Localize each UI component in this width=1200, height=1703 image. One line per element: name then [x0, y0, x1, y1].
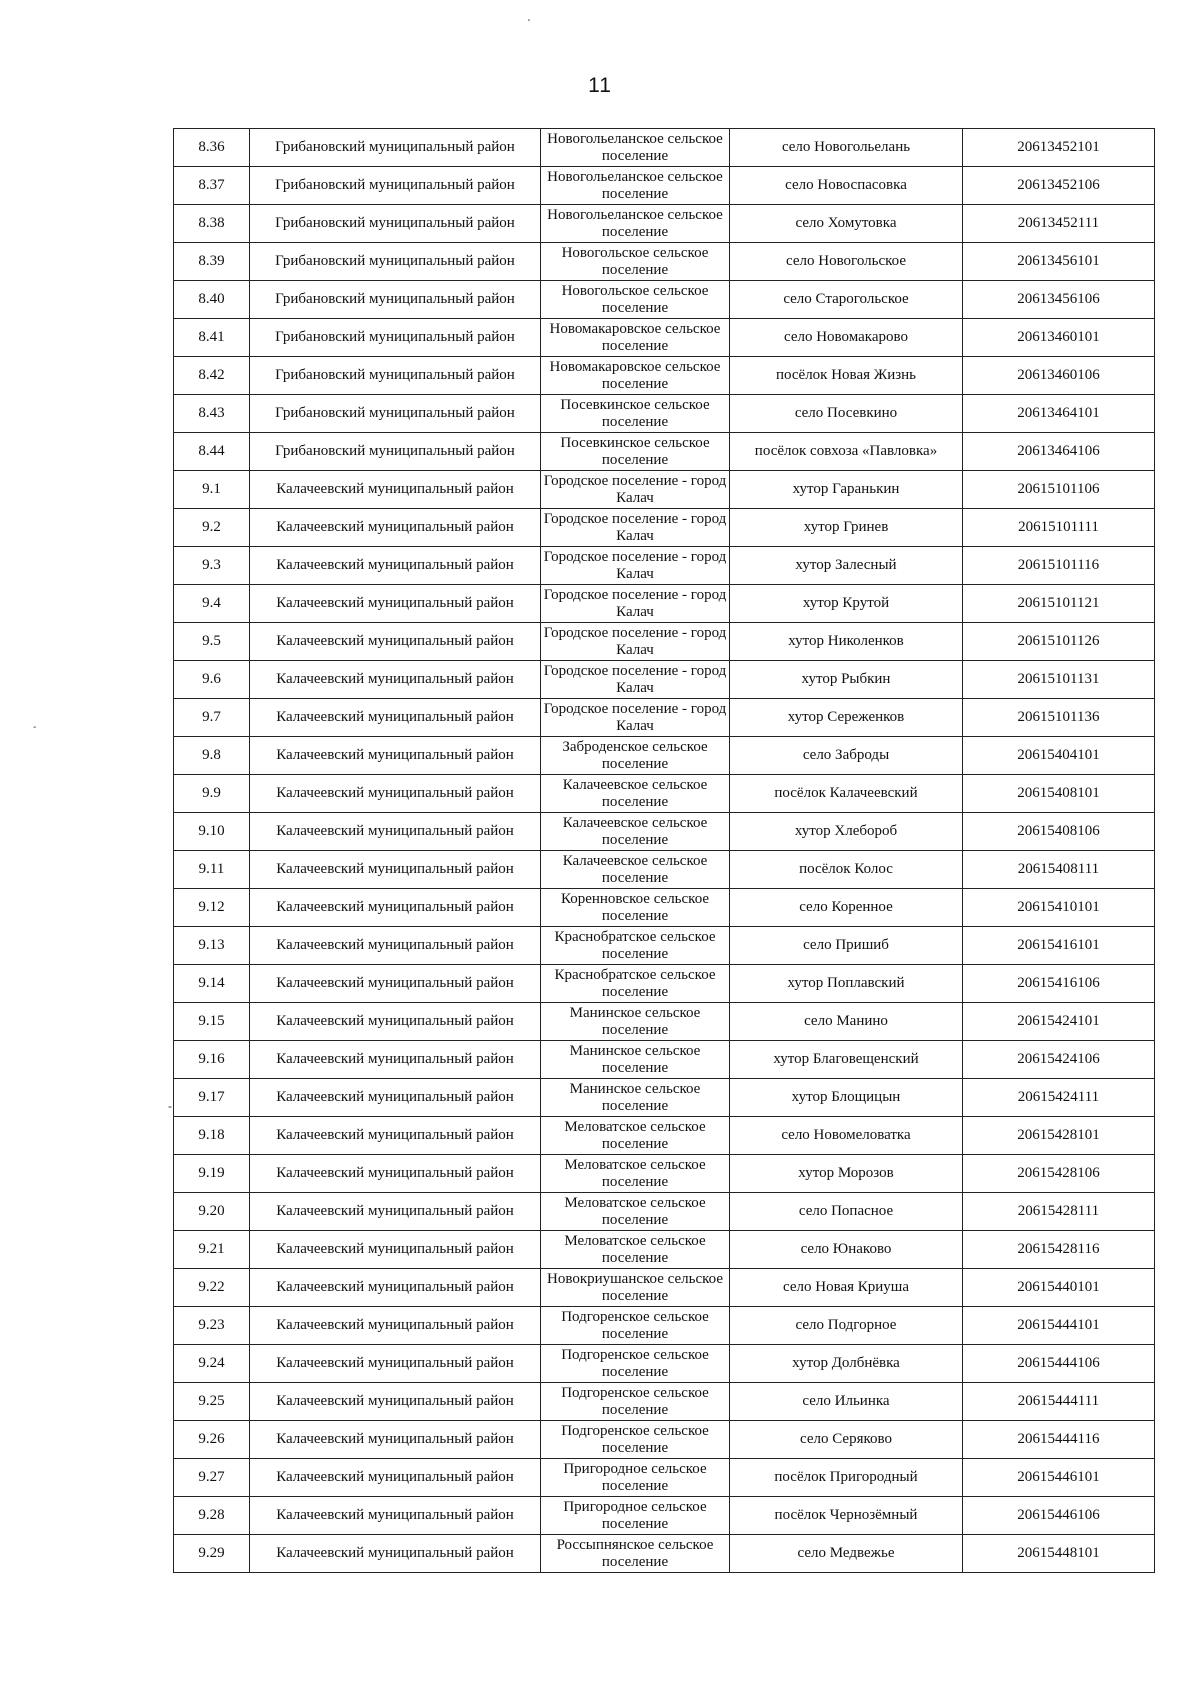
table-row — [174, 547, 1155, 585]
district-cell: Калачеевский муниципальный район — [250, 585, 541, 623]
district-cell: Калачеевский муниципальный район — [250, 1535, 541, 1573]
settlement-cell: Новогольеланское сельское поселение — [541, 205, 730, 243]
district-cell: Калачеевский муниципальный район — [250, 509, 541, 547]
table-row — [174, 623, 1155, 661]
table-row — [174, 281, 1155, 319]
oktmo-code-cell: 20615410101 — [963, 889, 1155, 927]
settlement-cell: Городское поселение - город Калач — [541, 585, 730, 623]
locality-cell: посёлок Пригородный — [730, 1459, 963, 1497]
oktmo-code-cell: 20615444116 — [963, 1421, 1155, 1459]
table-body — [174, 129, 1155, 1573]
district-cell: Грибановский муниципальный район — [250, 357, 541, 395]
district-cell: Калачеевский муниципальный район — [250, 661, 541, 699]
settlement-cell: Новокриушанское сельское поселение — [541, 1269, 730, 1307]
settlement-cell: Пригородное сельское поселение — [541, 1497, 730, 1535]
locality-cell: село Новоспасовка — [730, 167, 963, 205]
row-number: 9.10 — [174, 813, 250, 851]
district-cell: Калачеевский муниципальный район — [250, 699, 541, 737]
oktmo-code-cell: 20615424106 — [963, 1041, 1155, 1079]
table-row — [174, 585, 1155, 623]
table-row — [174, 1269, 1155, 1307]
locality-cell: хутор Крутой — [730, 585, 963, 623]
row-number: 9.9 — [174, 775, 250, 813]
district-cell: Калачеевский муниципальный район — [250, 965, 541, 1003]
district-cell: Калачеевский муниципальный район — [250, 1079, 541, 1117]
locality-cell: село Ильинка — [730, 1383, 963, 1421]
settlement-cell: Новомакаровское сельское поселение — [541, 357, 730, 395]
oktmo-code-cell: 20615101106 — [963, 471, 1155, 509]
oktmo-code-cell: 20615448101 — [963, 1535, 1155, 1573]
table-row — [174, 1345, 1155, 1383]
locality-cell: село Старогольское — [730, 281, 963, 319]
locality-cell: село Медвежье — [730, 1535, 963, 1573]
row-number: 9.8 — [174, 737, 250, 775]
settlement-cell: Городское поселение - город Калач — [541, 547, 730, 585]
oktmo-code-cell: 20615404101 — [963, 737, 1155, 775]
row-number: 8.36 — [174, 129, 250, 167]
district-cell: Калачеевский муниципальный район — [250, 775, 541, 813]
locality-cell: хутор Сереженков — [730, 699, 963, 737]
locality-cell: хутор Николенков — [730, 623, 963, 661]
locality-cell: хутор Хлебороб — [730, 813, 963, 851]
district-cell: Калачеевский муниципальный район — [250, 1383, 541, 1421]
locality-cell: село Хомутовка — [730, 205, 963, 243]
locality-cell: посёлок Новая Жизнь — [730, 357, 963, 395]
oktmo-code-cell: 20615424111 — [963, 1079, 1155, 1117]
oktmo-code-cell: 20615101136 — [963, 699, 1155, 737]
table-row — [174, 851, 1155, 889]
row-number: 9.12 — [174, 889, 250, 927]
table-row — [174, 1421, 1155, 1459]
settlement-cell: Городское поселение - город Калач — [541, 699, 730, 737]
row-number: 8.38 — [174, 205, 250, 243]
locality-cell: село Новомакарово — [730, 319, 963, 357]
district-cell: Калачеевский муниципальный район — [250, 1497, 541, 1535]
table-row — [174, 1041, 1155, 1079]
settlement-cell: Городское поселение - город Калач — [541, 661, 730, 699]
row-number: 9.25 — [174, 1383, 250, 1421]
settlement-cell: Подгоренское сельское поселение — [541, 1345, 730, 1383]
oktmo-code-cell: 20615428106 — [963, 1155, 1155, 1193]
settlement-cell: Меловатское сельское поселение — [541, 1231, 730, 1269]
district-cell: Калачеевский муниципальный район — [250, 1117, 541, 1155]
row-number: 9.23 — [174, 1307, 250, 1345]
table-row — [174, 1497, 1155, 1535]
locality-cell: село Новогольское — [730, 243, 963, 281]
settlement-cell: Пригородное сельское поселение — [541, 1459, 730, 1497]
oktmo-code-cell: 20615408101 — [963, 775, 1155, 813]
table-row — [174, 243, 1155, 281]
district-cell: Калачеевский муниципальный район — [250, 851, 541, 889]
row-number: 9.17 — [174, 1079, 250, 1117]
table-row — [174, 1117, 1155, 1155]
district-cell: Калачеевский муниципальный район — [250, 1307, 541, 1345]
table-row — [174, 1003, 1155, 1041]
row-number: 9.27 — [174, 1459, 250, 1497]
oktmo-code-cell: 20615416106 — [963, 965, 1155, 1003]
district-cell: Грибановский муниципальный район — [250, 129, 541, 167]
district-cell: Калачеевский муниципальный район — [250, 1459, 541, 1497]
locality-cell: село Пришиб — [730, 927, 963, 965]
row-number: 9.24 — [174, 1345, 250, 1383]
table-row — [174, 927, 1155, 965]
district-cell: Калачеевский муниципальный район — [250, 813, 541, 851]
settlement-cell: Новогольеланское сельское поселение — [541, 129, 730, 167]
table-row — [174, 775, 1155, 813]
locality-cell: село Юнаково — [730, 1231, 963, 1269]
table-row — [174, 1193, 1155, 1231]
district-cell: Калачеевский муниципальный район — [250, 1421, 541, 1459]
row-number: 9.20 — [174, 1193, 250, 1231]
table-row — [174, 699, 1155, 737]
district-cell: Калачеевский муниципальный район — [250, 1003, 541, 1041]
settlement-cell: Посевкинское сельское поселение — [541, 395, 730, 433]
table-row — [174, 1535, 1155, 1573]
district-cell: Грибановский муниципальный район — [250, 205, 541, 243]
row-number: 9.19 — [174, 1155, 250, 1193]
table-row — [174, 205, 1155, 243]
settlement-cell: Подгоренское сельское поселение — [541, 1383, 730, 1421]
settlement-cell: Краснобратское сельское поселение — [541, 965, 730, 1003]
table-row — [174, 1307, 1155, 1345]
row-number: 9.4 — [174, 585, 250, 623]
locality-cell: посёлок Колос — [730, 851, 963, 889]
district-cell: Калачеевский муниципальный район — [250, 737, 541, 775]
district-cell: Калачеевский муниципальный район — [250, 927, 541, 965]
settlement-cell: Меловатское сельское поселение — [541, 1155, 730, 1193]
oktmo-code-cell: 20615444111 — [963, 1383, 1155, 1421]
oktmo-code-cell: 20613464101 — [963, 395, 1155, 433]
table-row — [174, 737, 1155, 775]
row-number: 9.6 — [174, 661, 250, 699]
row-number: 9.1 — [174, 471, 250, 509]
settlement-cell: Коренновское сельское поселение — [541, 889, 730, 927]
oktmo-code-cell: 20613456106 — [963, 281, 1155, 319]
row-number: 8.43 — [174, 395, 250, 433]
settlement-cell: Меловатское сельское поселение — [541, 1193, 730, 1231]
row-number: 9.13 — [174, 927, 250, 965]
settlement-cell: Манинское сельское поселение — [541, 1079, 730, 1117]
table-row — [174, 433, 1155, 471]
row-number: 9.28 — [174, 1497, 250, 1535]
locality-cell: хутор Благовещенский — [730, 1041, 963, 1079]
settlement-cell: Городское поселение - город Калач — [541, 623, 730, 661]
locality-cell: хутор Поплавский — [730, 965, 963, 1003]
settlement-cell: Новогольское сельское поселение — [541, 281, 730, 319]
settlement-cell: Заброденское сельское поселение — [541, 737, 730, 775]
settlement-cell: Манинское сельское поселение — [541, 1003, 730, 1041]
settlement-cell: Посевкинское сельское поселение — [541, 433, 730, 471]
district-cell: Калачеевский муниципальный район — [250, 1269, 541, 1307]
row-number: 9.2 — [174, 509, 250, 547]
locality-cell: село Коренное — [730, 889, 963, 927]
district-cell: Калачеевский муниципальный район — [250, 547, 541, 585]
locality-cell: хутор Гринев — [730, 509, 963, 547]
table-row — [174, 129, 1155, 167]
table-row — [174, 813, 1155, 851]
locality-cell: хутор Морозов — [730, 1155, 963, 1193]
district-cell: Грибановский муниципальный район — [250, 319, 541, 357]
oktmo-code-cell: 20615101131 — [963, 661, 1155, 699]
settlements-table — [173, 128, 1155, 1573]
oktmo-code-cell: 20615440101 — [963, 1269, 1155, 1307]
oktmo-code-cell: 20615446106 — [963, 1497, 1155, 1535]
locality-cell: хутор Рыбкин — [730, 661, 963, 699]
locality-cell: село Новогольелань — [730, 129, 963, 167]
settlement-cell: Манинское сельское поселение — [541, 1041, 730, 1079]
district-cell: Калачеевский муниципальный район — [250, 623, 541, 661]
table-row — [174, 965, 1155, 1003]
row-number: 8.44 — [174, 433, 250, 471]
locality-cell: село Посевкино — [730, 395, 963, 433]
locality-cell: хутор Долбнёвка — [730, 1345, 963, 1383]
locality-cell: село Подгорное — [730, 1307, 963, 1345]
row-number: 9.5 — [174, 623, 250, 661]
oktmo-code-cell: 20615428116 — [963, 1231, 1155, 1269]
settlement-cell: Россыпнянское сельское поселение — [541, 1535, 730, 1573]
table-row — [174, 1231, 1155, 1269]
row-number: 8.40 — [174, 281, 250, 319]
oktmo-code-cell: 20613452101 — [963, 129, 1155, 167]
settlement-cell: Новогольское сельское поселение — [541, 243, 730, 281]
oktmo-code-cell: 20615446101 — [963, 1459, 1155, 1497]
oktmo-code-cell: 20615428101 — [963, 1117, 1155, 1155]
district-cell: Калачеевский муниципальный район — [250, 1231, 541, 1269]
row-number: 9.26 — [174, 1421, 250, 1459]
settlement-cell: Новомакаровское сельское поселение — [541, 319, 730, 357]
table-row — [174, 1079, 1155, 1117]
locality-cell: село Попасное — [730, 1193, 963, 1231]
locality-cell: село Серяково — [730, 1421, 963, 1459]
table-row — [174, 319, 1155, 357]
table-row — [174, 1383, 1155, 1421]
settlement-cell: Городское поселение - город Калач — [541, 509, 730, 547]
oktmo-code-cell: 20615101116 — [963, 547, 1155, 585]
table-row — [174, 395, 1155, 433]
oktmo-code-cell: 20615408106 — [963, 813, 1155, 851]
table-row — [174, 509, 1155, 547]
oktmo-code-cell: 20613452106 — [963, 167, 1155, 205]
locality-cell: посёлок Калачеевский — [730, 775, 963, 813]
locality-cell: посёлок Чернозёмный — [730, 1497, 963, 1535]
table-row — [174, 357, 1155, 395]
locality-cell: хутор Блощицын — [730, 1079, 963, 1117]
row-number: 8.37 — [174, 167, 250, 205]
table-row — [174, 1155, 1155, 1193]
district-cell: Грибановский муниципальный район — [250, 281, 541, 319]
district-cell: Калачеевский муниципальный район — [250, 471, 541, 509]
locality-cell: село Манино — [730, 1003, 963, 1041]
table-row — [174, 889, 1155, 927]
row-number: 9.22 — [174, 1269, 250, 1307]
district-cell: Калачеевский муниципальный район — [250, 1345, 541, 1383]
row-number: 9.16 — [174, 1041, 250, 1079]
oktmo-code-cell: 20613460101 — [963, 319, 1155, 357]
district-cell: Калачеевский муниципальный район — [250, 889, 541, 927]
scan-speck: - — [168, 1099, 172, 1113]
settlement-cell: Меловатское сельское поселение — [541, 1117, 730, 1155]
oktmo-code-cell: 20615444101 — [963, 1307, 1155, 1345]
row-number: 8.39 — [174, 243, 250, 281]
row-number: 8.41 — [174, 319, 250, 357]
district-cell: Калачеевский муниципальный район — [250, 1193, 541, 1231]
district-cell: Грибановский муниципальный район — [250, 243, 541, 281]
oktmo-code-cell: 20613460106 — [963, 357, 1155, 395]
district-cell: Грибановский муниципальный район — [250, 433, 541, 471]
settlement-cell: Калачеевское сельское поселение — [541, 775, 730, 813]
row-number: 9.21 — [174, 1231, 250, 1269]
settlement-cell: Краснобратское сельское поселение — [541, 927, 730, 965]
row-number: 9.7 — [174, 699, 250, 737]
oktmo-code-cell: 20615444106 — [963, 1345, 1155, 1383]
settlement-cell: Подгоренское сельское поселение — [541, 1307, 730, 1345]
row-number: 9.14 — [174, 965, 250, 1003]
district-cell: Грибановский муниципальный район — [250, 167, 541, 205]
oktmo-code-cell: 20613456101 — [963, 243, 1155, 281]
settlement-cell: Городское поселение - город Калач — [541, 471, 730, 509]
oktmo-code-cell: 20615408111 — [963, 851, 1155, 889]
oktmo-code-cell: 20615101111 — [963, 509, 1155, 547]
row-number: 8.42 — [174, 357, 250, 395]
oktmo-code-cell: 20615428111 — [963, 1193, 1155, 1231]
row-number: 9.15 — [174, 1003, 250, 1041]
locality-cell: село Новомеловатка — [730, 1117, 963, 1155]
settlement-cell: Новогольеланское сельское поселение — [541, 167, 730, 205]
table-row — [174, 661, 1155, 699]
scan-speck: ' — [528, 18, 530, 29]
row-number: 9.29 — [174, 1535, 250, 1573]
district-cell: Калачеевский муниципальный район — [250, 1041, 541, 1079]
oktmo-code-cell: 20615424101 — [963, 1003, 1155, 1041]
locality-cell: посёлок совхоза «Павловка» — [730, 433, 963, 471]
locality-cell: хутор Гаранькин — [730, 471, 963, 509]
oktmo-code-cell: 20613464106 — [963, 433, 1155, 471]
oktmo-code-cell: 20615101121 — [963, 585, 1155, 623]
oktmo-code-cell: 20613452111 — [963, 205, 1155, 243]
settlement-cell: Калачеевское сельское поселение — [541, 813, 730, 851]
locality-cell: село Заброды — [730, 737, 963, 775]
page-number: 11 — [588, 74, 612, 97]
table-row — [174, 1459, 1155, 1497]
district-cell: Калачеевский муниципальный район — [250, 1155, 541, 1193]
table-row — [174, 167, 1155, 205]
oktmo-code-cell: 20615101126 — [963, 623, 1155, 661]
settlement-cell: Подгоренское сельское поселение — [541, 1421, 730, 1459]
oktmo-code-cell: 20615416101 — [963, 927, 1155, 965]
locality-cell: село Новая Криуша — [730, 1269, 963, 1307]
row-number: 9.3 — [174, 547, 250, 585]
scan-speck: - — [33, 722, 37, 733]
locality-cell: хутор Залесный — [730, 547, 963, 585]
district-cell: Грибановский муниципальный район — [250, 395, 541, 433]
row-number: 9.18 — [174, 1117, 250, 1155]
settlement-cell: Калачеевское сельское поселение — [541, 851, 730, 889]
row-number: 9.11 — [174, 851, 250, 889]
table-row — [174, 471, 1155, 509]
